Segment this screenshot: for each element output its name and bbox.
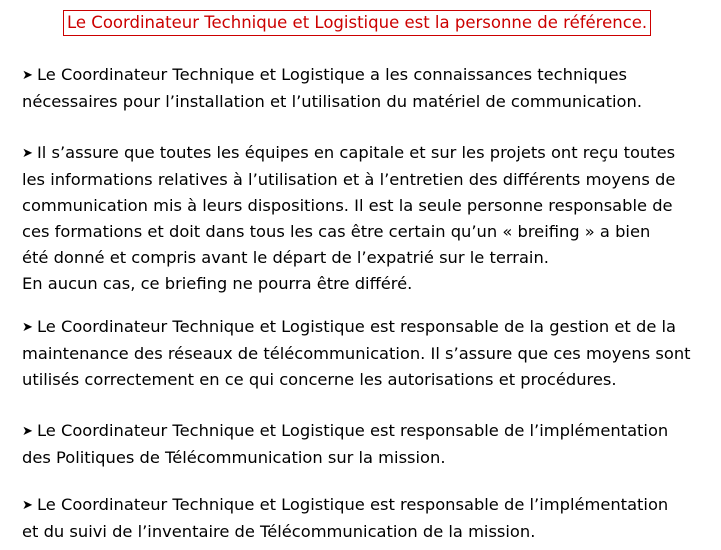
arrowhead-right-icon: ➤ [22, 68, 33, 83]
arrowhead-right-icon: ➤ [22, 320, 33, 335]
page-title: Le Coordinateur Technique et Logistique est la personne de référence. [63, 10, 651, 36]
paragraph-line: maintenance des réseaux de télécommunication. Il s’assure que ces moyens sont [22, 344, 691, 363]
arrowhead-right-icon: ➤ [22, 424, 33, 439]
line-text: Le Coordinateur Technique et Logistique a les connaissances techniques [37, 65, 627, 84]
line-text: Le Coordinateur Technique et Logistique est responsable de l’implémentation [37, 421, 669, 440]
paragraph-telecom-inventory [22, 492, 714, 545]
paragraph-line [22, 492, 714, 519]
paragraph-line [22, 418, 714, 445]
paragraph-line: nécessaires pour l’installation et l’utilisation du matériel de communication. [22, 92, 643, 111]
arrowhead-right-icon: ➤ [22, 498, 33, 513]
paragraph-line: En aucun cas, ce briefing ne pourra être différé. [22, 274, 413, 293]
line-text: Il s’assure que toutes les équipes en capitale et sur les projets ont reçu toutes [37, 143, 676, 162]
arrowhead-right-icon: ➤ [22, 146, 33, 161]
paragraph-line: ces formations et doit dans tous les cas être certain qu’un « breifing » a bien [22, 222, 651, 241]
paragraph-line: communication mis à leurs dispositions. Il est la seule personne responsable de [22, 196, 673, 215]
paragraph-team-information [22, 140, 714, 297]
paragraph-telecom-policies [22, 418, 714, 471]
line-text: Le Coordinateur Technique et Logistique est responsable de l’implémentation [37, 495, 669, 514]
paragraph-line [22, 62, 714, 89]
paragraph-line: été donné et compris avant le départ de l’expatrié sur le terrain. [22, 248, 549, 267]
paragraph-line: et du suivi de l’inventaire de Télécommunication de la mission. [22, 522, 536, 541]
paragraph-installation-knowledge [22, 62, 714, 115]
paragraph-line: des Politiques de Télécommunication sur la mission. [22, 448, 446, 467]
paragraph-network-management [22, 314, 714, 393]
paragraph-line: utilisés correctement en ce qui concerne les autorisations et procédures. [22, 370, 617, 389]
paragraph-line [22, 314, 714, 341]
line-text: Le Coordinateur Technique et Logistique est responsable de la gestion et de la [37, 317, 677, 336]
paragraph-line [22, 140, 714, 167]
paragraph-line: les informations relatives à l’utilisation et à l’entretien des différents moyens de [22, 170, 676, 189]
